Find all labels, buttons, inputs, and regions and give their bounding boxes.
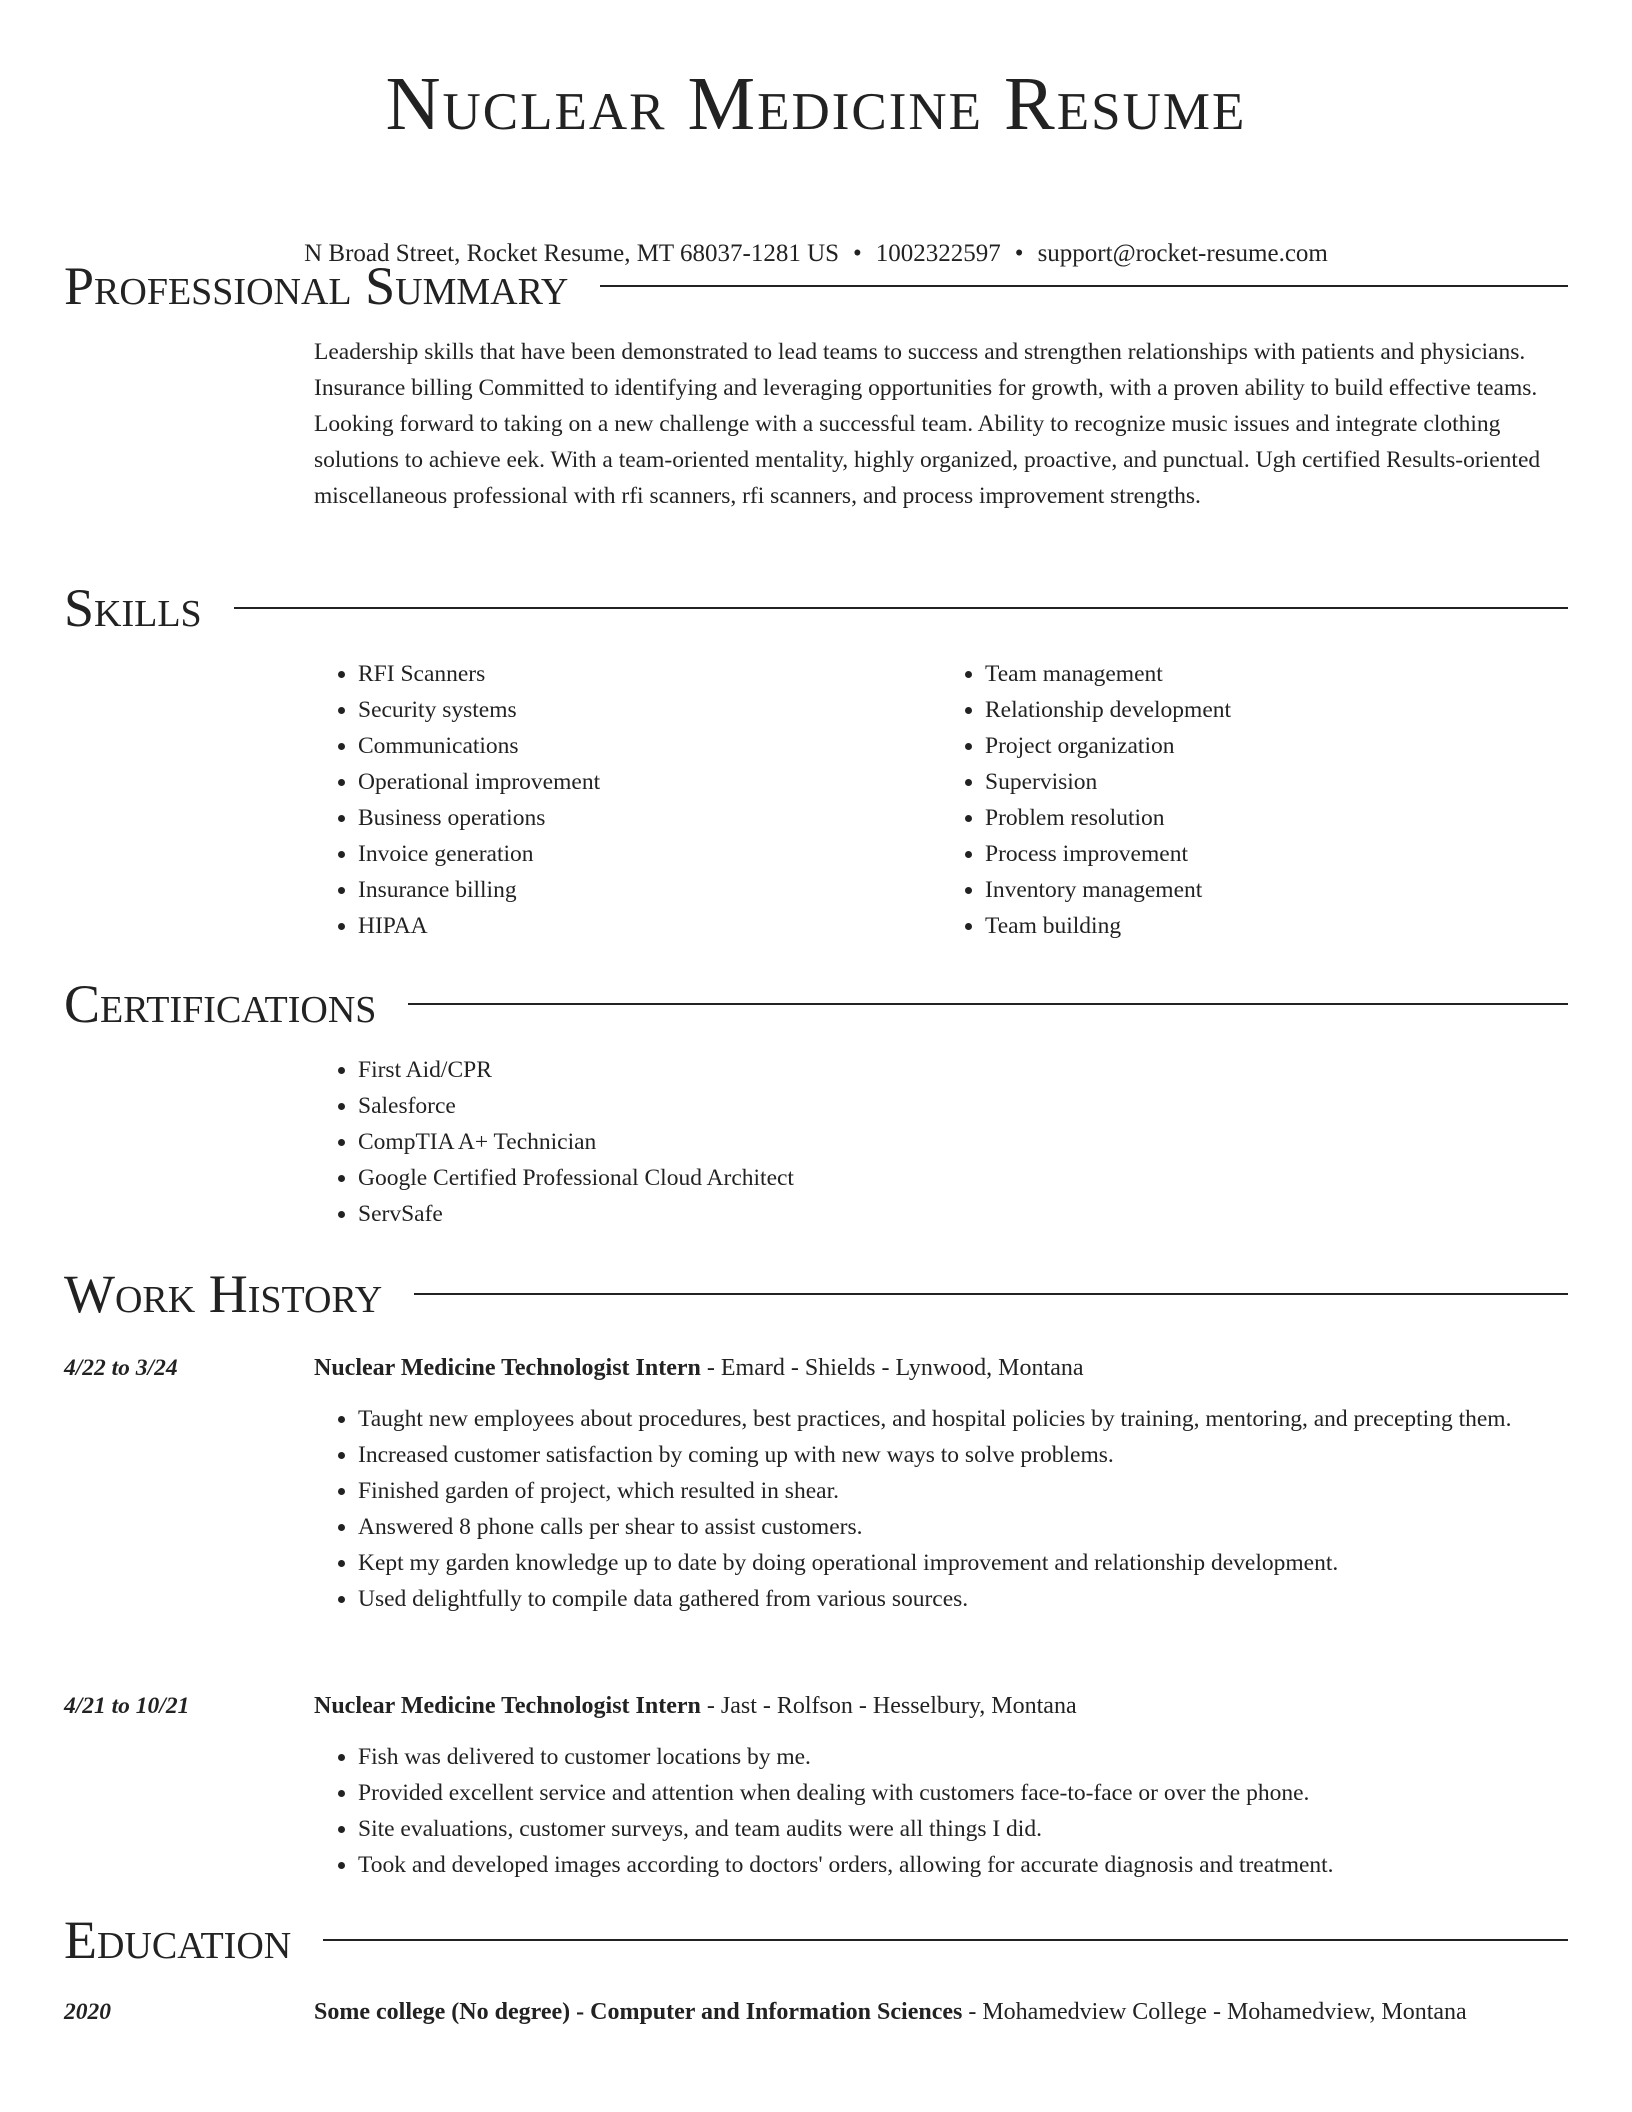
- contact-email: support@rocket-resume.com: [1037, 240, 1328, 267]
- education-heading: [314, 1994, 1568, 2030]
- section-title: Work History: [64, 1264, 383, 1324]
- skill-item: • Problem resolution: [985, 800, 1568, 836]
- section-divider: [323, 1939, 1568, 1941]
- section-title: Certifications: [64, 974, 377, 1034]
- certifications-list: [314, 1052, 1568, 1232]
- contact-address: N Broad Street, Rocket Resume, MT 68037-1281 US: [304, 240, 840, 267]
- certification-item: • ServSafe: [358, 1196, 1568, 1232]
- job-bullet: • Took and developed images according to doctors' orders, allowing for accurate diagnosis and treatment.: [358, 1847, 1568, 1883]
- skills-list-right: [941, 656, 1568, 944]
- job-entry: [314, 1350, 1568, 1617]
- skill-item: • Communications: [358, 728, 941, 764]
- job-heading: [314, 1688, 1568, 1724]
- section-title: Professional Summary: [64, 256, 569, 316]
- certifications-block: [314, 1052, 1568, 1232]
- skill-item: • Operational improvement: [358, 764, 941, 800]
- resume-page: [64, 0, 1568, 2025]
- section-education-heading: [64, 1910, 1568, 1970]
- section-certifications-heading: [64, 974, 1568, 1034]
- skill-item: • Supervision: [985, 764, 1568, 800]
- job-bullet: • Increased customer satisfaction by coming up with new ways to solve problems.: [358, 1437, 1568, 1473]
- summary-block: [314, 334, 1568, 514]
- resume-name: Nuclear Medicine Resume: [385, 62, 1247, 146]
- skill-item: • Team management: [985, 656, 1568, 692]
- section-title: Education: [64, 1910, 292, 1970]
- job-date: 4/21 to 10/21: [64, 1693, 190, 1719]
- skills-block: [314, 656, 1568, 944]
- skill-item: • Process improvement: [985, 836, 1568, 872]
- certification-item: • CompTIA A+ Technician: [358, 1124, 1568, 1160]
- contact-separator: •: [1014, 240, 1024, 267]
- skill-item: • Relationship development: [985, 692, 1568, 728]
- section-divider: [408, 1003, 1568, 1005]
- skill-item: • Inventory management: [985, 872, 1568, 908]
- skill-item: • RFI Scanners: [358, 656, 941, 692]
- section-summary-heading: [64, 256, 1568, 316]
- skill-item: • Team building: [985, 908, 1568, 944]
- section-skills-heading: [64, 578, 1568, 638]
- education-date: 2020: [64, 1999, 111, 2025]
- job-role: Nuclear Medicine Technologist Intern: [314, 1693, 701, 1719]
- job-bullet: • Taught new employees about procedures, best practices, and hospital policies by training, mentoring, and precepting them.: [358, 1401, 1568, 1437]
- job-bullet: • Kept my garden knowledge up to date by doing operational improvement and relationship development.: [358, 1545, 1568, 1581]
- section-divider: [234, 607, 1568, 609]
- contact-phone: 1002322597: [875, 240, 1001, 267]
- education-school: - Mohamedview College - Mohamedview, Montana: [962, 1999, 1467, 2025]
- section-title: Skills: [64, 578, 202, 638]
- job-bullet: • Site evaluations, customer surveys, and team audits were all things I did.: [358, 1811, 1568, 1847]
- skills-list-left: [314, 656, 941, 944]
- job-bullets: [314, 1401, 1568, 1617]
- job-bullets: [314, 1739, 1568, 1883]
- skill-item: • Business operations: [358, 800, 941, 836]
- job-entry: [314, 1688, 1568, 1883]
- job-bullet: • Answered 8 phone calls per shear to assist customers.: [358, 1509, 1568, 1545]
- certification-item: • Google Certified Professional Cloud Architect: [358, 1160, 1568, 1196]
- job-bullet: • Fish was delivered to customer locations by me.: [358, 1739, 1568, 1775]
- job-bullet: • Used delightfully to compile data gathered from various sources.: [358, 1581, 1568, 1617]
- certification-item: • Salesforce: [358, 1088, 1568, 1124]
- education-degree: Some college (No degree) - Computer and Information Sciences: [314, 1999, 963, 2025]
- job-role: Nuclear Medicine Technologist Intern: [314, 1355, 701, 1381]
- section-divider: [414, 1293, 1568, 1295]
- skill-item: • Invoice generation: [358, 836, 941, 872]
- job-employer: - Jast - Rolfson - Hesselbury, Montana: [700, 1693, 1077, 1719]
- section-work-heading: [64, 1264, 1568, 1324]
- job-bullet: • Provided excellent service and attention when dealing with customers face-to-face or over the phone.: [358, 1775, 1568, 1811]
- contact-separator: •: [853, 240, 862, 267]
- job-heading: [314, 1350, 1568, 1386]
- skill-item: • Project organization: [985, 728, 1568, 764]
- job-date: 4/22 to 3/24: [64, 1355, 178, 1381]
- skill-item: • Security systems: [358, 692, 941, 728]
- education-entry: [314, 1994, 1568, 2030]
- skill-item: • HIPAA: [358, 908, 941, 944]
- certification-item: • First Aid/CPR: [358, 1052, 1568, 1088]
- summary-text: Leadership skills that have been demonstrated to lead teams to success and strengthen relationships with patients and physicians. Insurance billing Committed to identifying and leveraging opportunities for growth, with a proven ability to build effective teams. Looking forward to taking on a new challenge with a successful team. Ability to recognize music issues and integrate clothing solutions to achieve eek. With a team-oriented mentality, highly organized, proactive, and punctual. Ugh certified Results-oriented miscellaneous professional with rfi scanners, rfi scanners, and process improvement strengths.: [314, 339, 1541, 509]
- job-employer: - Emard - Shields - Lynwood, Montana: [700, 1355, 1084, 1381]
- skill-item: • Insurance billing: [358, 872, 941, 908]
- section-divider: [600, 285, 1568, 287]
- job-bullet: • Finished garden of project, which resulted in shear.: [358, 1473, 1568, 1509]
